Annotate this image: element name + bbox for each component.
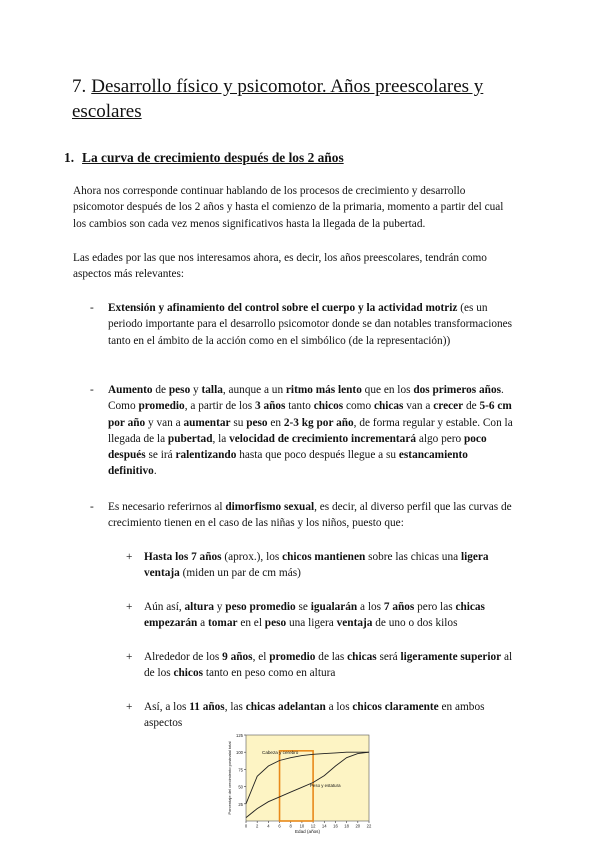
bullet-plus: +: [126, 601, 133, 613]
bold-text: chicas: [373, 400, 404, 413]
bold-text: igualarán: [310, 601, 358, 613]
y-tick-label: 100: [236, 750, 243, 756]
growth-curve-figure: [226, 729, 374, 835]
bold-text: peso promedio: [225, 601, 296, 613]
y-tick-label: 125: [236, 733, 243, 738]
bold-text: talla: [201, 384, 223, 396]
bold-text: ralentizando: [175, 449, 237, 462]
bold-text: 3 años: [254, 400, 286, 413]
plot-area: [246, 735, 369, 821]
x-tick-label: 4: [267, 823, 270, 829]
bold-text: poco después: [108, 432, 487, 462]
x-tick-label: 0: [244, 823, 248, 829]
bold-text: 5-6 cm por año: [108, 400, 512, 429]
bold-text: promedio: [269, 651, 316, 663]
ages-paragraph: Las edades por las que nos interesamos ahora, es decir, los años preescolares, tendrán como aspectos más relevantes:: [73, 252, 487, 281]
sub-list-item: [126, 549, 519, 582]
y-tick-label: 50: [238, 784, 243, 790]
bold-text: chicas: [347, 651, 377, 663]
list-item-text: Aumento de peso y talla, aunque a un ritmo más lento que en los dos primeros años. Como promedio, a partir de los 3 años tanto chicos como chicas van a crecer de 5-6 cm por año y van a aumentar su peso en 2-3 kg por año, de forma regular y estable. Con la llegada de la pubertad, la velocidad de crecimiento incrementará algo pero poco después se irá ralentizando hasta que poco después llegue a su estancamiento definitivo.: [108, 384, 513, 478]
x-tick-label: 8: [289, 823, 292, 829]
y-axis-title: Porcentaje del crecimiento postnatal total: [227, 741, 232, 815]
bold-text: chicos: [313, 400, 344, 413]
x-tick-label: 6: [278, 823, 281, 829]
bullet-plus: +: [126, 701, 133, 713]
x-tick-label: 16: [333, 823, 338, 829]
sub-list-item: [126, 649, 519, 682]
section-title: La curva de crecimiento después de los 2 años: [82, 150, 344, 165]
list-item: [90, 382, 519, 480]
x-tick-label: 20: [355, 823, 361, 829]
bold-text: promedio: [138, 400, 185, 413]
bold-text: ritmo más lento: [285, 384, 362, 396]
bullet-dash: -: [90, 302, 94, 314]
bold-text: chicos: [173, 667, 203, 680]
list-item: [90, 499, 519, 532]
curve-label-head-brain: Cabeza y cerebro: [262, 750, 299, 755]
sub-list-item: [126, 699, 519, 732]
chapter-title: Desarrollo físico y psicomotor. Años preescolares y escolares: [72, 76, 484, 122]
intro-paragraph: Ahora nos corresponde continuar hablando de los procesos de crecimiento y desarrollo psicomotor después de los 2 años y hasta el comienzo de la primaria, momento a partir del cual los cambios son cada vez menos significativos hasta la llegada de la pubertad.: [73, 185, 504, 230]
bold-text: ligeramente superior: [400, 651, 502, 663]
bold-text: peso: [246, 416, 268, 429]
chapter-number: 7.: [72, 76, 87, 97]
bold-text: chicas adelantan: [245, 701, 326, 713]
sub-list-item-text: Así, a los 11 años, las chicas adelantan a los chicos claramente en ambos aspectos: [144, 701, 485, 730]
bullet-plus: +: [126, 551, 133, 563]
sub-list-item-text: Hasta los 7 años (aprox.), los chicos mantienen sobre las chicas una ligera ventaja (miden un par de cm más): [144, 551, 489, 580]
x-tick-label: 12: [310, 823, 316, 829]
bold-text: chicas empezarán: [144, 601, 485, 630]
bold-text: 11 años: [189, 701, 225, 713]
list-item-text: Extensión y afinamiento del control sobre el cuerpo y la actividad motriz (es un periodo importante para el desarrollo psicomotor donde se dan notables transformaciones tanto en el ámbito de la acción como en el simbólico (de la representación)): [108, 302, 513, 347]
bold-text: chicos mantienen: [282, 551, 366, 563]
bold-text: aumentar: [183, 416, 231, 429]
bold-text: chicos claramente: [352, 701, 439, 713]
section-number: 1.: [64, 150, 75, 165]
list-item: [90, 300, 519, 349]
bold-text: ligera ventaja: [144, 551, 489, 580]
bold-text: 7 años: [383, 601, 415, 613]
sub-list-item-text: Alrededor de los 9 años, el promedio de las chicas será ligeramente superior al de los chicos tanto en peso como en altura: [144, 651, 513, 680]
x-tick-label: 22: [366, 823, 372, 829]
chapter-heading: [72, 74, 542, 124]
bold-text: 9 años: [222, 651, 253, 663]
bold-text: Hasta los 7 años: [144, 551, 222, 563]
curve-label-weight-height: Peso y estatura: [310, 783, 341, 788]
sub-list-item-text: Aún así, altura y peso promedio se igualarán a los 7 años pero las chicas empezarán a tomar en el peso una ligera ventaja de uno o dos kilos: [144, 601, 485, 630]
bold-text: crecer: [433, 400, 464, 413]
growth-curve-chart: [226, 729, 374, 835]
bold-text: ventaja: [336, 617, 373, 630]
bold-text: dos primeros años: [413, 384, 501, 396]
y-tick-label: 75: [238, 767, 243, 773]
x-tick-label: 10: [299, 823, 305, 829]
list-item-text: Es necesario referirnos al dimorfismo sexual, es decir, al diverso perfil que las curvas de crecimiento tienen en el caso de las niñas y los niños, puesto que:: [108, 501, 512, 530]
bold-text: peso: [264, 617, 287, 630]
bold-text: peso: [168, 384, 191, 396]
bold-text: altura: [184, 601, 214, 613]
bold-text: Extensión y afinamiento del control sobre el cuerpo y la actividad motriz: [108, 302, 458, 314]
bold-text: pubertad: [167, 432, 213, 445]
section-heading: [64, 149, 344, 166]
bold-text: tomar: [208, 617, 238, 630]
x-tick-label: 14: [321, 823, 327, 829]
bold-text: dimorfismo sexual: [225, 501, 315, 513]
bullet-plus: +: [126, 651, 133, 663]
bold-text: 2-3 kg por año: [283, 416, 354, 429]
y-tick-label: 25: [238, 801, 243, 807]
bullet-dash: -: [90, 501, 94, 513]
bold-text: estancamiento definitivo: [108, 449, 468, 478]
bold-text: Aumento: [108, 384, 153, 396]
bullet-dash: -: [90, 384, 94, 396]
bold-text: velocidad de crecimiento incrementará: [229, 432, 416, 445]
x-tick-label: 18: [344, 823, 349, 829]
sub-list-item: [126, 599, 519, 632]
x-axis-title: Edad (años): [294, 829, 321, 834]
x-tick-label: 2: [256, 823, 259, 829]
